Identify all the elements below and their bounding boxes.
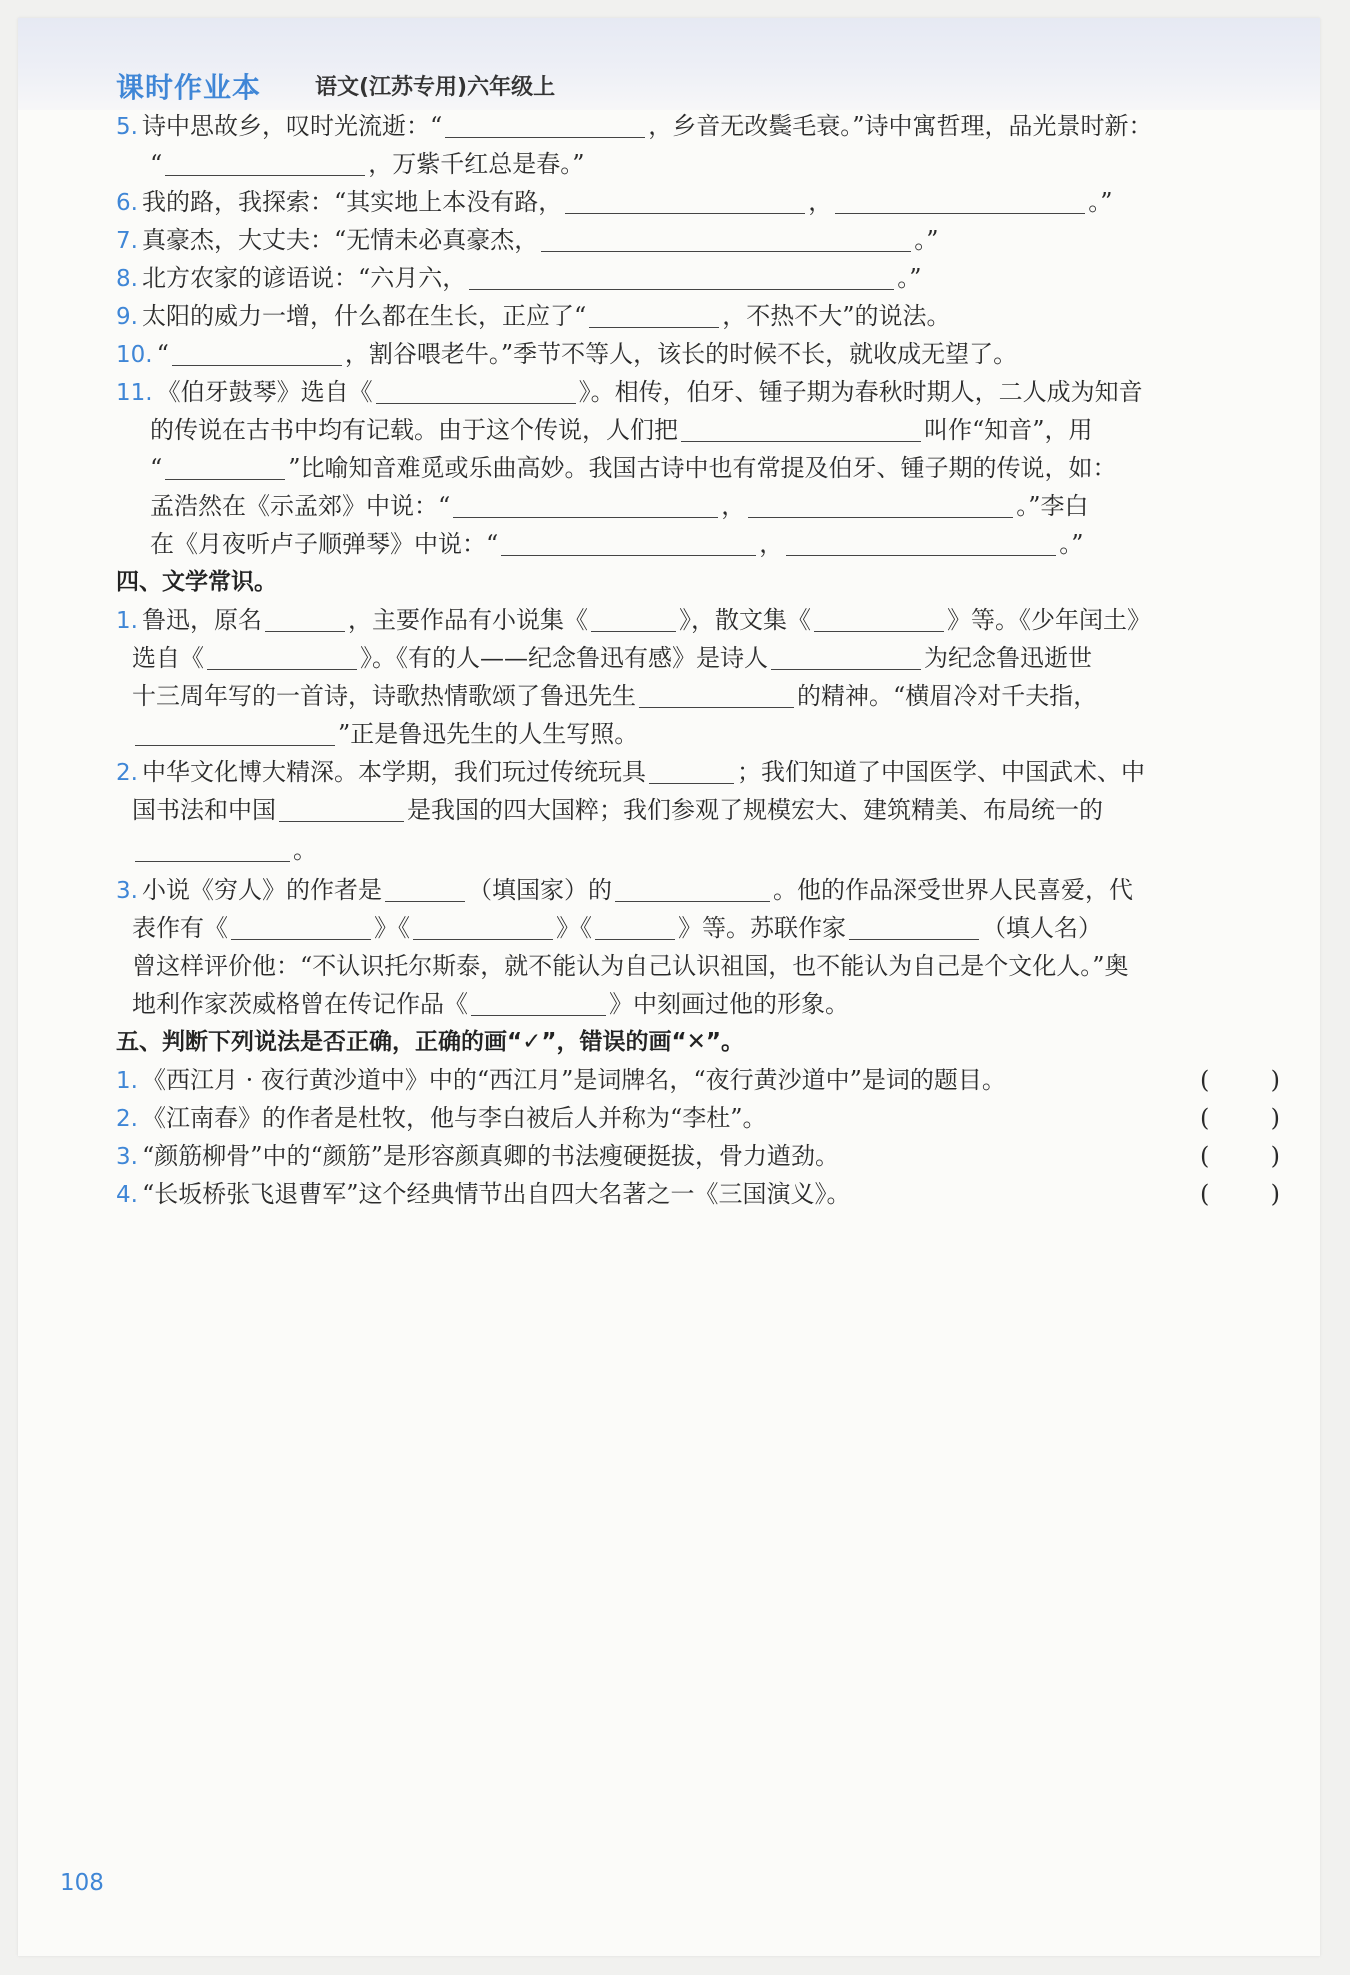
question-number: 2. — [116, 760, 138, 786]
question-number: 3. — [116, 878, 138, 904]
answer-blank[interactable] — [135, 719, 335, 746]
answer-parentheses[interactable] — [1200, 1178, 1280, 1210]
question-8 — [116, 262, 1290, 295]
question-number: 1. — [116, 608, 138, 634]
text: 中华文化博大精深。本学期，我们玩过传统玩具 — [141, 758, 646, 786]
answer-blank[interactable] — [231, 913, 371, 940]
question-number: 11. — [116, 380, 153, 406]
text: 诗中思故乡，叹时光流逝：“ — [141, 112, 443, 140]
text: 。” — [914, 226, 939, 254]
answer-blank[interactable] — [376, 377, 576, 404]
book-subtitle: 语文(江苏专用)六年级上 — [315, 75, 556, 100]
literature-q1 — [116, 604, 1290, 637]
judge-q1 — [116, 1064, 1290, 1097]
question-9 — [116, 300, 1290, 333]
paren-close: ) — [1270, 1180, 1280, 1208]
answer-blank[interactable] — [469, 263, 894, 290]
section-heading: 四、文学常识。 — [116, 569, 277, 595]
text: 》等。苏联作家 — [678, 914, 846, 942]
question-11-cont — [150, 528, 1290, 560]
text: ， — [808, 188, 833, 216]
text: 太阳的威力一增，什么都在生长，正应了“ — [141, 302, 587, 330]
text: 我的路，我探索：“其实地上本没有路， — [141, 188, 563, 216]
text: ，不热不大”的说法。 — [722, 302, 951, 330]
literature-q3-cont — [132, 912, 1290, 944]
text: 选自《 — [132, 644, 204, 672]
text: 》。《有的人——纪念鲁迅有感》是诗人 — [360, 644, 768, 672]
literature-q1-cont — [132, 680, 1290, 712]
question-7 — [116, 224, 1290, 257]
page-number: 108 — [60, 1870, 104, 1896]
answer-parentheses[interactable] — [1200, 1140, 1280, 1172]
text: 。 — [293, 836, 317, 864]
text: 鲁迅，原名 — [141, 606, 262, 634]
text: 》。相传，伯牙、锺子期为春秋时期人，二人成为知音 — [578, 378, 1143, 406]
question-5 — [116, 110, 1290, 143]
answer-blank[interactable] — [589, 301, 719, 328]
answer-blank[interactable] — [591, 605, 676, 632]
question-number: 3. — [116, 1144, 138, 1170]
text: 地利作家茨威格曾在传记作品《 — [132, 990, 468, 1018]
answer-blank[interactable] — [135, 835, 290, 862]
text: 的精神。“横眉冷对千夫指， — [797, 682, 1098, 710]
text: 《伯牙鼓琴》选自《 — [156, 378, 373, 406]
question-number: 5. — [116, 114, 138, 140]
answer-blank[interactable] — [565, 187, 805, 214]
answer-blank[interactable] — [681, 415, 921, 442]
text: 孟浩然在《示孟郊》中说：“ — [150, 492, 451, 520]
question-11-cont — [150, 414, 1290, 446]
text: 国书法和中国 — [132, 796, 276, 824]
answer-blank[interactable] — [541, 225, 911, 252]
text: 《江南春》的作者是杜牧，他与李白被后人并称为“李杜”。 — [141, 1104, 767, 1132]
header-band — [18, 18, 1320, 110]
section-heading: 五、判断下列说法是否正确，正确的画“✓”，错误的画“✕”。 — [116, 1029, 745, 1055]
answer-blank[interactable] — [165, 453, 285, 480]
question-10 — [116, 338, 1290, 371]
worksheet-page — [18, 18, 1320, 1956]
text: 》等。《少年闰土》 — [946, 606, 1151, 634]
answer-blank[interactable] — [639, 681, 794, 708]
text: “ — [150, 150, 163, 178]
text: ，乡音无改鬓毛衰。”诗中寓哲理，品光景时新： — [648, 112, 1153, 140]
text: 表作有《 — [132, 914, 228, 942]
text: ，割谷喂老牛。”季节不等人，该长的时候不长，就收成无望了。 — [344, 340, 1018, 368]
judge-q4 — [116, 1178, 1290, 1211]
text: 在《月夜听卢子顺弹琴》中说：“ — [150, 530, 499, 558]
answer-blank[interactable] — [453, 491, 718, 518]
answer-blank[interactable] — [849, 913, 979, 940]
answer-blank[interactable] — [413, 913, 553, 940]
question-number: 4. — [116, 1182, 138, 1208]
text: “长坂桥张飞退曹军”这个经典情节出自四大名著之一《三国演义》。 — [141, 1180, 851, 1208]
paren-close: ) — [1270, 1066, 1280, 1094]
text: 《西江月 · 夜行黄沙道中》中的“西江月”是词牌名，“夜行黄沙道中”是词的题目。 — [141, 1066, 1006, 1094]
text: 的传说在古书中均有记载。由于这个传说，人们把 — [150, 416, 678, 444]
judge-q3 — [116, 1140, 1290, 1173]
text: ”正是鲁迅先生的人生写照。 — [338, 720, 639, 748]
question-number: 10. — [116, 342, 153, 368]
text: ；我们知道了中国医学、中国武术、中 — [736, 758, 1145, 786]
text: 》中刻画过他的形象。 — [609, 990, 849, 1018]
text: ”比喻知音难觅或乐曲高妙。我国古诗中也有常提及伯牙、锺子期的传说，如： — [288, 454, 1117, 482]
text: （填人名） — [982, 914, 1102, 942]
text: 。他的作品深受世界人民喜爱，代 — [772, 876, 1133, 904]
answer-blank[interactable] — [279, 795, 404, 822]
literature-q1-cont — [132, 642, 1290, 674]
answer-blank[interactable] — [445, 111, 645, 138]
text: 为纪念鲁迅逝世 — [924, 644, 1092, 672]
answer-parentheses[interactable] — [1200, 1102, 1280, 1134]
paren-close: ) — [1270, 1104, 1280, 1132]
answer-blank[interactable] — [501, 529, 756, 556]
text: ， — [759, 530, 784, 558]
answer-blank[interactable] — [595, 913, 675, 940]
question-6 — [116, 186, 1290, 219]
question-11-cont — [150, 490, 1290, 522]
question-number: 9. — [116, 304, 138, 330]
book-title: 课时作业本 — [116, 71, 262, 104]
question-5-cont — [150, 148, 1290, 180]
text: 。” — [1088, 188, 1113, 216]
text: 》《 — [556, 914, 592, 942]
text: “ — [150, 454, 163, 482]
paren-open: ( — [1200, 1104, 1210, 1132]
literature-q2-cont — [132, 834, 1290, 866]
answer-blank[interactable] — [207, 643, 357, 670]
literature-q2-cont — [132, 794, 1290, 826]
question-11-cont — [150, 452, 1290, 484]
question-number: 8. — [116, 266, 138, 292]
text: 》《 — [374, 914, 410, 942]
question-number: 6. — [116, 190, 138, 216]
answer-blank[interactable] — [615, 875, 770, 902]
answer-blank[interactable] — [172, 339, 342, 366]
text: 十三周年写的一首诗，诗歌热情歌颂了鲁迅先生 — [132, 682, 636, 710]
literature-q3-cont — [132, 988, 1290, 1020]
answer-parentheses[interactable] — [1200, 1064, 1280, 1096]
text: 。”李白 — [1016, 492, 1089, 520]
answer-blank[interactable] — [385, 875, 465, 902]
text: 是我国的四大国粹；我们参观了规模宏大、建筑精美、布局统一的 — [407, 796, 1103, 824]
text: 。” — [897, 264, 922, 292]
answer-blank[interactable] — [649, 757, 734, 784]
text: 叫作“知音”，用 — [924, 416, 1093, 444]
text: 北方农家的谚语说：“六月六， — [141, 264, 467, 292]
answer-blank[interactable] — [748, 491, 1013, 518]
text: ， — [721, 492, 746, 520]
text: 真豪杰，大丈夫：“无情未必真豪杰， — [141, 226, 539, 254]
question-11 — [116, 376, 1290, 409]
answer-blank[interactable] — [835, 187, 1085, 214]
judge-q2 — [116, 1102, 1290, 1135]
literature-q3 — [116, 874, 1290, 907]
answer-blank[interactable] — [165, 149, 365, 176]
answer-blank[interactable] — [771, 643, 921, 670]
paren-close: ) — [1270, 1142, 1280, 1170]
text: 曾这样评价他：“不认识托尔斯泰，就不能认为自己认识祖国，也不能认为自己是个文化人。”奥 — [132, 952, 1129, 980]
paren-open: ( — [1200, 1066, 1210, 1094]
answer-blank[interactable] — [471, 989, 606, 1016]
text: 。” — [1059, 530, 1084, 558]
text: ，主要作品有小说集《 — [347, 606, 588, 634]
answer-blank[interactable] — [786, 529, 1056, 556]
answer-blank[interactable] — [265, 605, 345, 632]
literature-q1-cont — [132, 718, 1290, 750]
text: （填国家）的 — [467, 876, 612, 904]
literature-q3-cont — [132, 950, 1290, 982]
text: 》，散文集《 — [678, 606, 811, 634]
text: 小说《穷人》的作者是 — [141, 876, 382, 904]
paren-open: ( — [1200, 1180, 1210, 1208]
literature-q2 — [116, 756, 1290, 789]
answer-blank[interactable] — [814, 605, 944, 632]
text: ，万紫千红总是春。” — [368, 150, 585, 178]
question-number: 1. — [116, 1068, 138, 1094]
question-number: 7. — [116, 228, 138, 254]
question-number: 2. — [116, 1106, 138, 1132]
paren-open: ( — [1200, 1142, 1210, 1170]
text: “颜筋柳骨”中的“颜筋”是形容颜真卿的书法瘦硬挺拔，骨力遒劲。 — [141, 1142, 840, 1170]
text: “ — [156, 340, 169, 368]
